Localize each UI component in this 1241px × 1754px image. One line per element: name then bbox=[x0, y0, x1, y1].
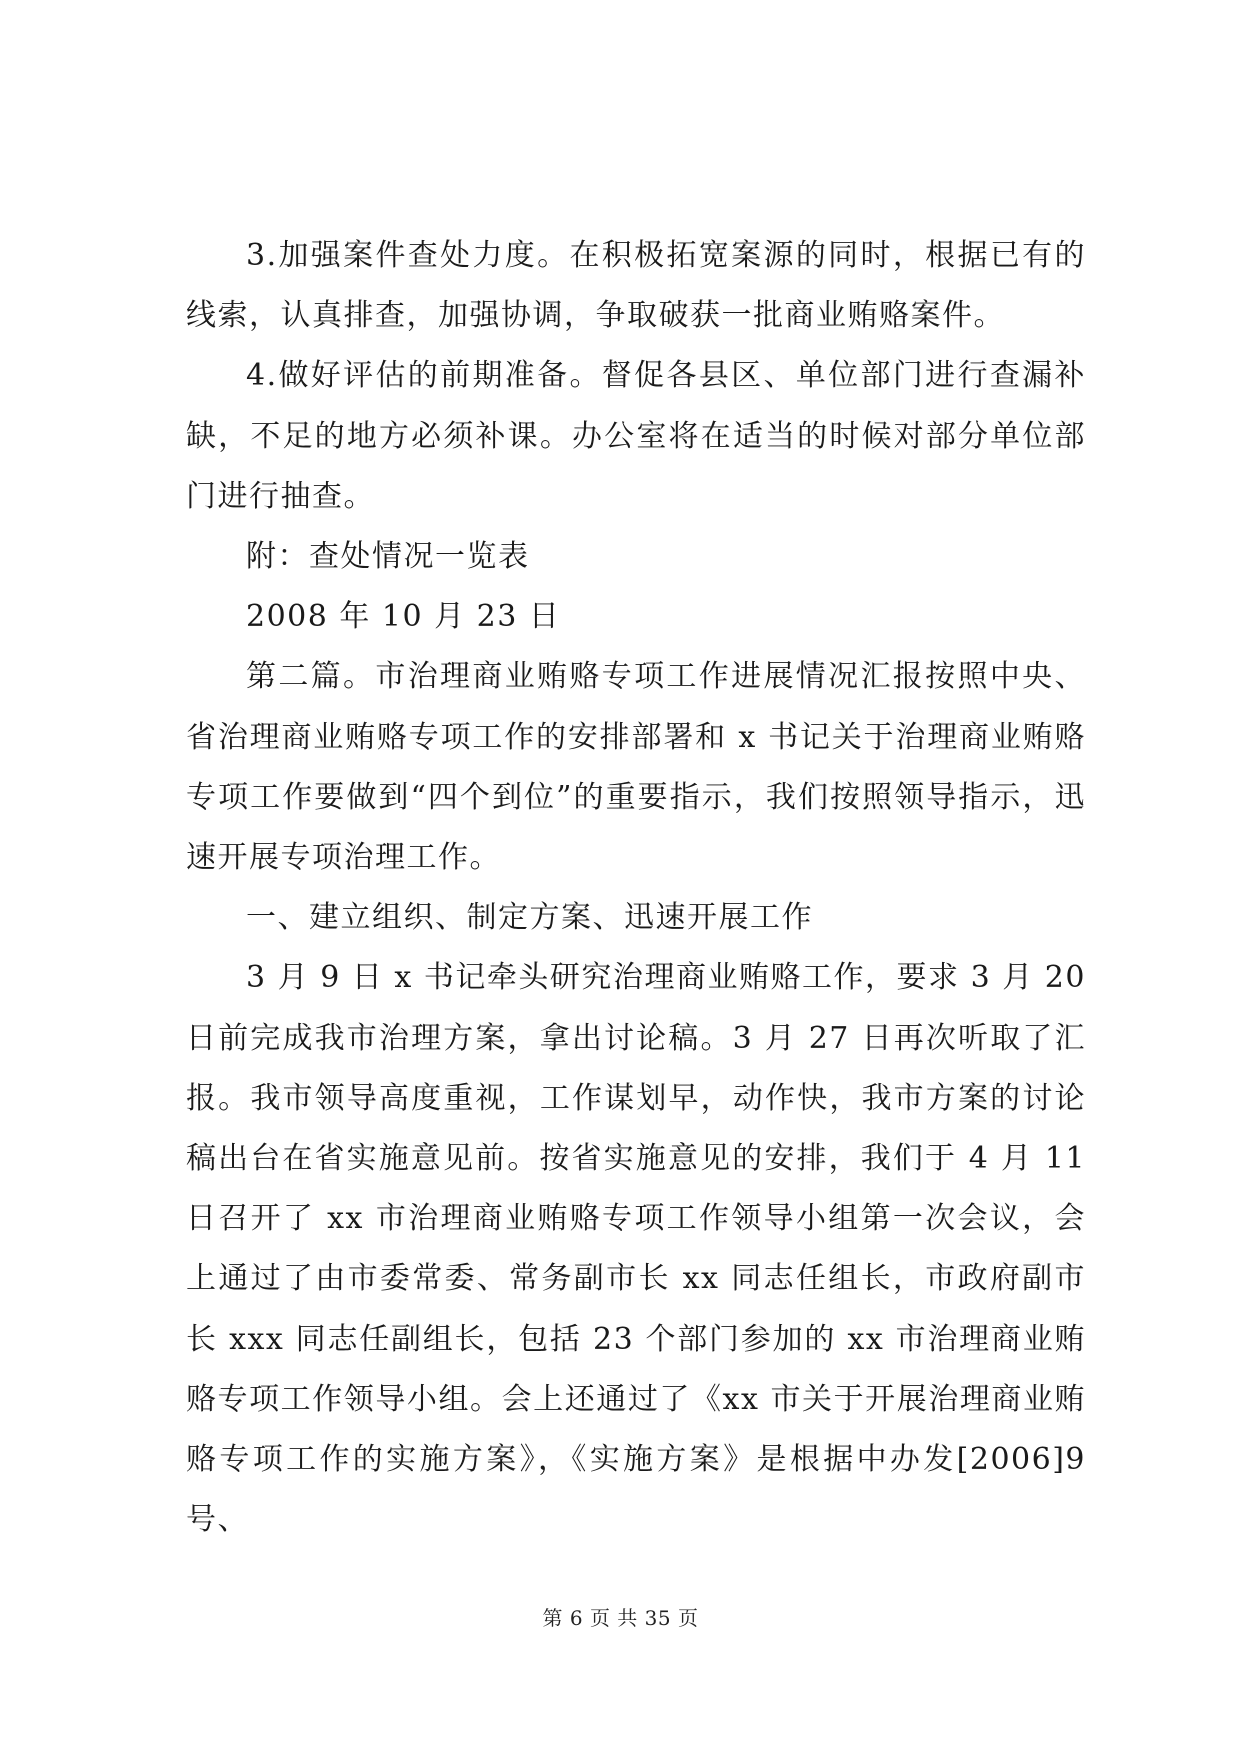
paragraph-item-4: 4.做好评估的前期准备。督促各县区、单位部门进行查漏补缺，不足的地方必须补课。办公室将在适当的时候对部分单位部门进行抽查。 bbox=[186, 358, 1086, 514]
page-number-footer: 第 6 页 共 35 页 bbox=[542, 1606, 699, 1630]
attachment-note: 附：查处情况一览表 bbox=[246, 539, 530, 575]
document-date: 2008 年 10 月 23 日 bbox=[246, 599, 561, 635]
second-article-intro: 第二篇。市治理商业贿赂专项工作进展情况汇报按照中央、省治理商业贿赂专项工作的安排部署和 x 书记关于治理商业贿赂专项工作要做到“四个到位”的重要指示，我们按照领导指示，迅速开展专项治理工作。 bbox=[186, 659, 1086, 876]
document-body bbox=[186, 226, 1086, 1550]
paragraph-item-3: 3.加强案件查处力度。在积极拓宽案源的同时，根据已有的线索，认真排查，加强协调，争取破获一批商业贿赂案件。 bbox=[186, 238, 1086, 334]
section-1-body: 3 月 9 日 x 书记牵头研究治理商业贿赂工作，要求 3 月 20 日前完成我市治理方案，拿出讨论稿。3 月 27 日再次听取了汇报。我市领导高度重视，工作谋划早，动作快，我市方案的讨论稿出台在省实施意见前。按省实施意见的安排，我们于 4 月 11 日召开了 xx 市治理商业贿赂专项工作领导小组第一次会议，会上通过了由市委常委、常务副市长 xx 同志任组长，市政府副市长 xxx 同志任副组长，包括 23 个部门参加的 xx 市治理商业贿赂专项工作领导小组。会上还通过了《xx 市关于开展治理商业贿赂专项工作的实施方案》，《实施方案》是根据中办发[2006]9 号、 bbox=[186, 960, 1086, 1538]
section-heading-1: 一、建立组织、制定方案、迅速开展工作 bbox=[246, 900, 813, 936]
